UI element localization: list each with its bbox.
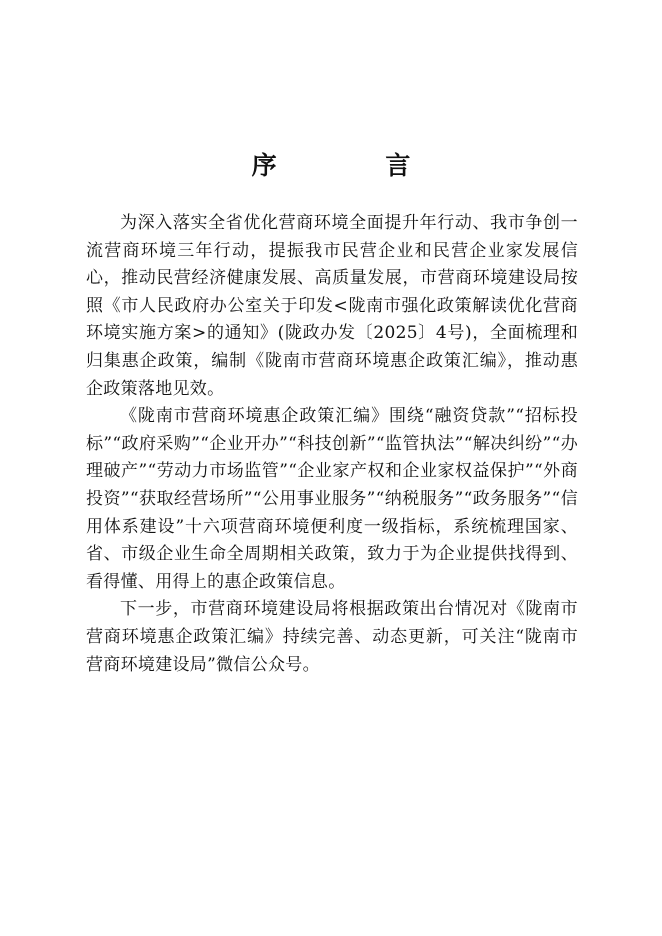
preface-body	[86, 210, 578, 679]
paragraph-2: 《陇南市营商环境惠企政策汇编》围绕“融资贷款”“招标投标”“政府采购”“企业开办”“科技创新”“监管执法”“解决纠纷”“办理破产”“劳动力市场监管”“企业家产权和企业家权益保护”“外商投资”“获取经营场所”“公用事业服务”“纳税服务”“政务服务”“信用体系建设”十六项营商环境便利度一级指标，系统梳理国家、省、市级企业生命全周期相关政策，致力于为企业提供找得到、看得懂、用得上的惠企政策信息。	[86, 406, 578, 592]
page-title: 序 言	[251, 151, 461, 180]
paragraph-1: 为深入落实全省优化营商环境全面提升年行动、我市争创一流营商环境三年行动，提振我市民营企业和民营企业家发展信心，推动民营经济健康发展、高质量发展，市营商环境建设局按照《市人民政府办公室关于印发<陇南市强化政策解读优化营商环境实施方案>的通知》(陇政办发〔2025〕4号)，全面梳理和归集惠企政策，编制《陇南市营商环境惠企政策汇编》，推动惠企政策落地见效。	[86, 213, 578, 399]
paragraph-3: 下一步，市营商环境建设局将根据政策出台情况对《陇南市营商环境惠企政策汇编》持续完善、动态更新，可关注“陇南市营商环境建设局”微信公众号。	[86, 599, 578, 675]
